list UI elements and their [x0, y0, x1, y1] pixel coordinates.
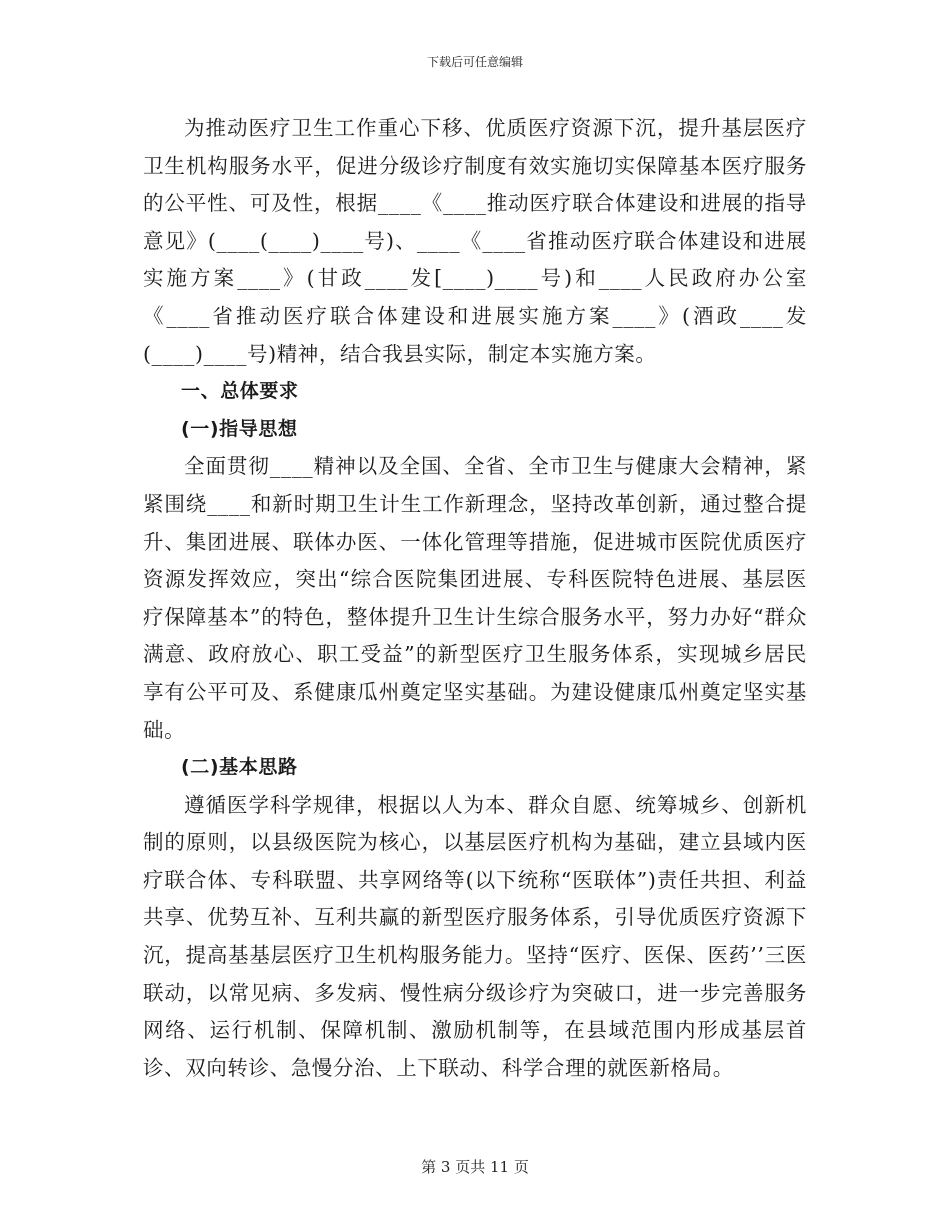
basic-approach-paragraph: 遵循医学科学规律，根据以人为本、群众自愿、统筹城乡、创新机制的原则，以县级医院为核心，以基层医疗机构为基础，建立县域内医疗联合体、专科联盟、共享网络等(以下统称“医联体”)责任共担、利益共享、优势互补、互利共赢的新型医疗服务体系，引导优质医疗资源下沉，提高基基层医疗卫生机构服务能力。坚持“医疗、医保、医药’’三医联动，以常见病、多发病、慢性病分级诊疗为突破口，进一步完善服务网络、运行机制、保障机制、激励机制等，在县域范围内形成基层首诊、双向转诊、急慢分治、上下联动、科学合理的就医新格局。	[143, 792, 807, 1080]
page-header: 下载后可任意编辑	[426, 55, 523, 69]
subsection-heading-basic-approach: (二)基本思路	[181, 756, 298, 779]
guiding-thought-paragraph: 全面贯彻____精神以及全国、全省、全市卫生与健康大会精神，紧紧围绕____和新时期卫生计生工作新理念，坚持改革创新，通过整合提升、集团进展、联体办医、一体化管理等措施，促进城市医院优质医疗资源发挥效应，突出“综合医院集团进展、专科医院特色进展、基层医疗保障基本”的特色，整体提升卫生计生综合服务水平，努力办好“群众满意、政府放心、职工受益”的新型医疗卫生服务体系，实现城乡居民享有公平可及、系健康瓜州奠定坚实基础。为建设健康瓜州奠定坚实基础。	[143, 454, 807, 742]
page-number-footer: 第 3 页共 11 页	[421, 1158, 529, 1176]
section-heading-general-requirements: 一、总体要求	[181, 380, 299, 403]
document-body	[143, 110, 807, 1087]
subsection-heading-guiding-thought: (一)指导思想	[181, 417, 298, 440]
intro-paragraph: 为推动医疗卫生工作重心下移、优质医疗资源下沉，提升基层医疗卫生机构服务水平，促进分级诊疗制度有效实施切实保障基本医疗服务的公平性、可及性，根据____《____推动医疗联合体建设和进展的指导意见》(____(____)____号)、____《____省推动医疗联合体建设和进展实施方案____》(甘政____发[____)____号)和____人民政府办公室《____省推动医疗联合体建设和进展实施方案____》(酒政____发(____)____号)精神，结合我县实际，制定本实施方案。	[143, 116, 807, 366]
